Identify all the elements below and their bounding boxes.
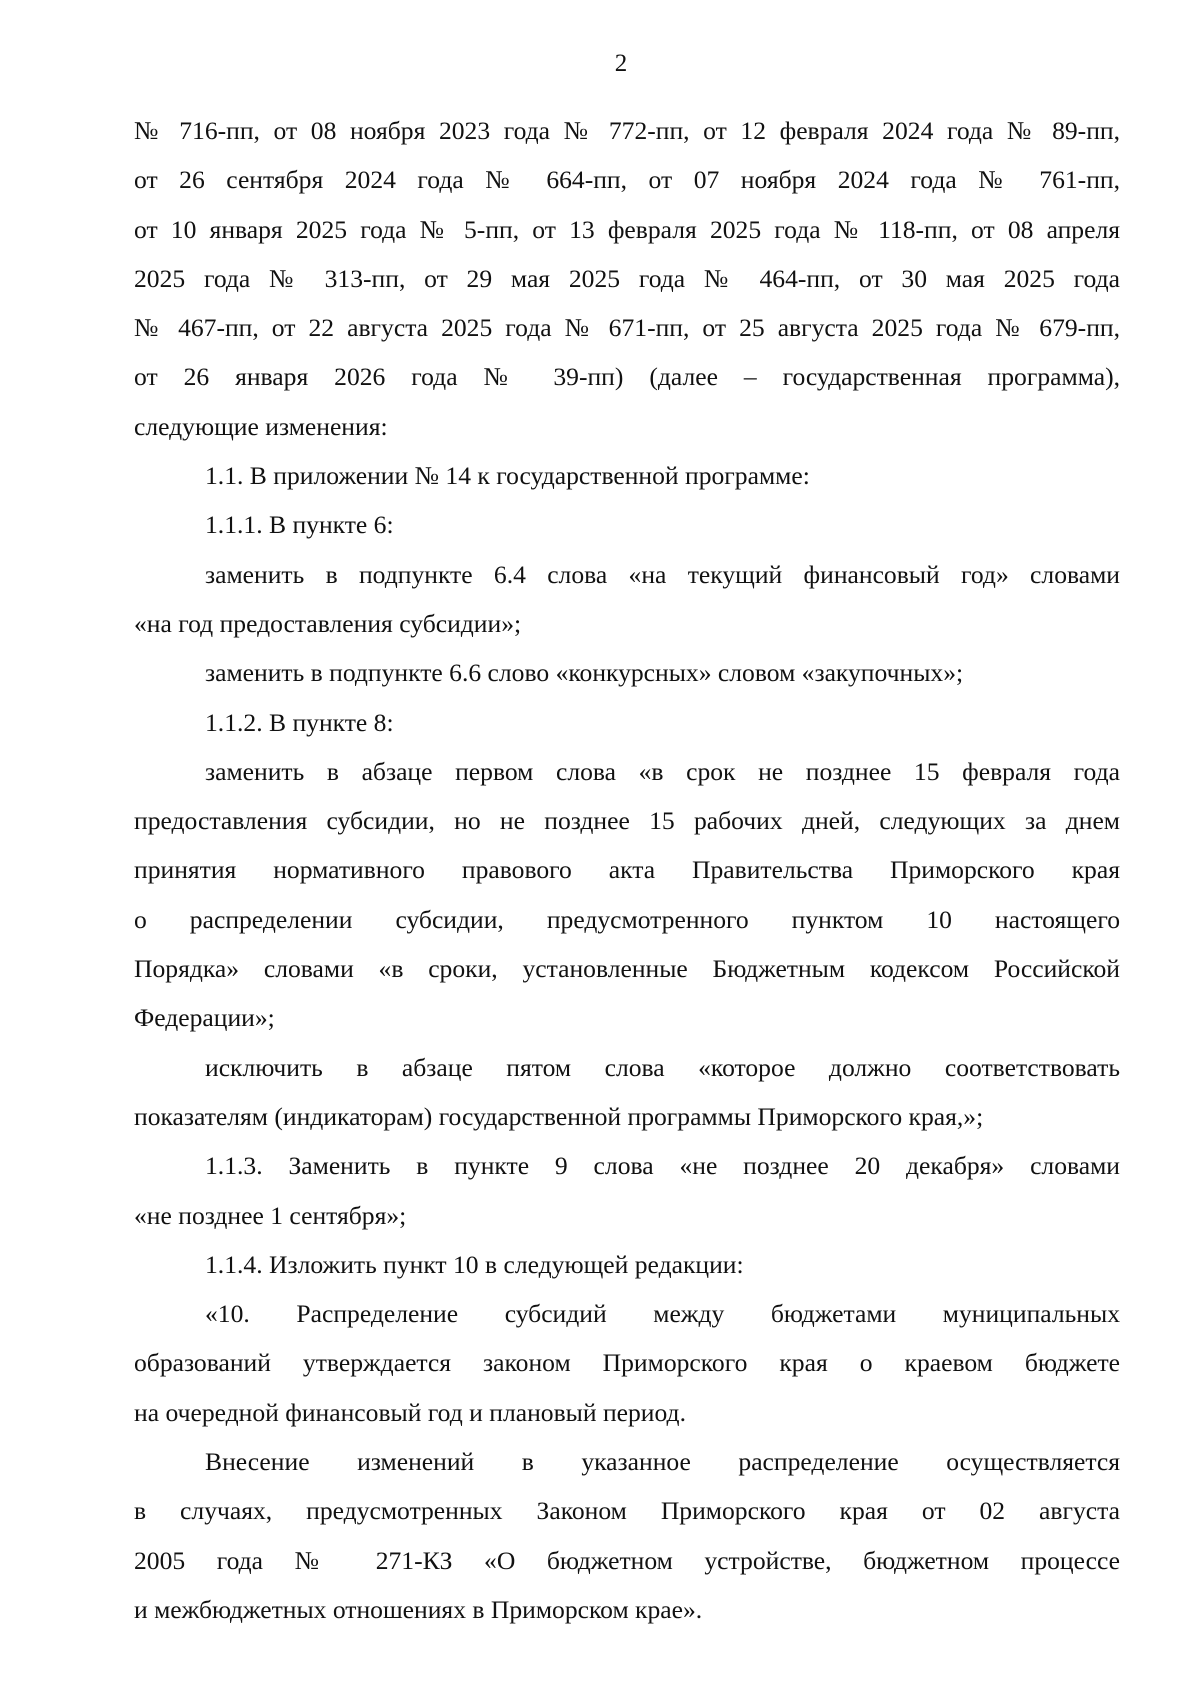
text-line: в случаях, предусмотренных Законом Приморского края от 02 августа xyxy=(134,1496,1120,1526)
text-line: «10. Распределение субсидий между бюджетами муниципальных xyxy=(205,1299,1120,1329)
text-line: 1.1.3. Заменить в пункте 9 слова «не позднее 20 декабря» словами xyxy=(205,1151,1120,1181)
text-line: 1.1.1. В пункте 6: xyxy=(205,510,394,540)
text-line: предоставления субсидии, но не позднее 15 рабочих дней, следующих за днем xyxy=(134,806,1120,836)
page-number: 2 xyxy=(614,50,628,77)
text-line: исключить в абзаце пятом слова «которое должно соответствовать xyxy=(205,1052,1120,1082)
text-line: заменить в абзаце первом слова «в срок не позднее 15 февраля года xyxy=(205,756,1120,786)
text-line: на очередной финансовый год и плановый период. xyxy=(134,1397,686,1427)
text-line: «не позднее 1 сентября»; xyxy=(134,1200,407,1230)
text-line: № 716-пп, от 08 ноября 2023 года № 772-пп, от 12 февраля 2024 года № 89-пп, xyxy=(134,116,1120,145)
text-line: о распределении субсидии, предусмотренного пунктом 10 настоящего xyxy=(134,904,1120,934)
text-line: заменить в подпункте 6.4 слова «на текущий финансовый год» словами xyxy=(205,559,1120,589)
text-line: от 26 января 2026 года № 39-пп) (далее – государственная программа), xyxy=(134,362,1120,392)
text-line: заменить в подпункте 6.6 слово «конкурсных» словом «закупочных»; xyxy=(205,658,964,688)
text-line: Федерации»; xyxy=(134,1003,275,1033)
text-line: и межбюджетных отношениях в Приморском крае». xyxy=(134,1594,703,1624)
document-body xyxy=(134,106,1120,1634)
text-line: показателям (индикаторам) государственной программы Приморского края,»; xyxy=(134,1101,984,1131)
text-line: 1.1. В приложении № 14 к государственной программе: xyxy=(205,461,810,491)
text-line: 1.1.4. Изложить пункт 10 в следующей редакции: xyxy=(205,1249,744,1279)
text-line: от 10 января 2025 года № 5-пп, от 13 февраля 2025 года № 118-пп, от 08 апреля xyxy=(134,214,1120,244)
text-line: образований утверждается законом Приморского края о краевом бюджете xyxy=(134,1348,1120,1378)
text-line: Порядка» словами «в сроки, установленные Бюджетным кодексом Российской xyxy=(134,954,1120,984)
text-line: № 467-пп, от 22 августа 2025 года № 671-пп, от 25 августа 2025 года № 679-пп, xyxy=(134,313,1120,343)
text-line: следующие изменения: xyxy=(134,411,388,441)
text-line: от 26 сентября 2024 года № 664-пп, от 07 ноября 2024 года № 761-пп, xyxy=(134,165,1120,195)
text-line: Внесение изменений в указанное распределение осуществляется xyxy=(205,1447,1120,1477)
text-line: «на год предоставления субсидии»; xyxy=(134,608,522,638)
text-line: 2025 года № 313-пп, от 29 мая 2025 года № 464-пп, от 30 мая 2025 года xyxy=(134,263,1120,293)
text-line: 1.1.2. В пункте 8: xyxy=(205,707,394,737)
text-line: 2005 года № 271-КЗ «О бюджетном устройстве, бюджетном процессе xyxy=(134,1545,1120,1575)
text-line: принятия нормативного правового акта Правительства Приморского края xyxy=(134,855,1120,885)
